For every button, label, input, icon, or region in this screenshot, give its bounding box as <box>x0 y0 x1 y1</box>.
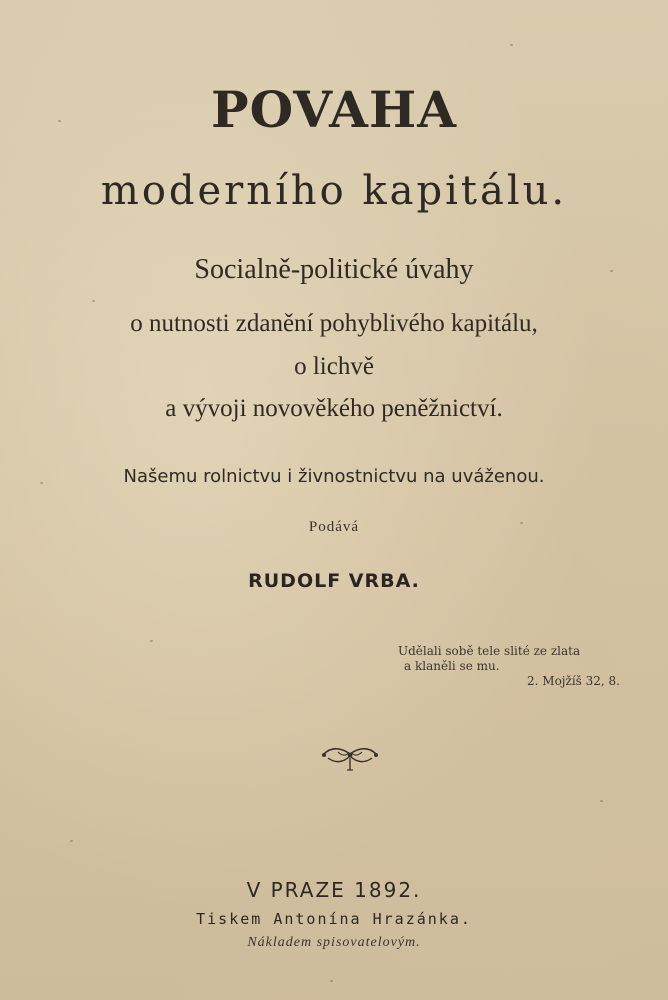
subtitle-line-1: Socialně-politické úvahy <box>194 254 474 285</box>
author-name: RUDOLF VRBA. <box>248 570 420 592</box>
book-title: POVAHA <box>210 80 457 139</box>
subtitle-line-4: a vývoji novověkého peněžnictví. <box>165 395 503 422</box>
book-subtitle: moderního kapitálu. <box>100 168 568 214</box>
epigraph <box>398 644 634 689</box>
subtitle-line-2: o nutnosti zdanění pohyblivého kapitálu, <box>130 310 538 337</box>
subtitle-line-3: o lichvě <box>294 353 374 380</box>
place-year: V PRAZE 1892. <box>246 878 422 902</box>
epigraph-line-1: Udělali sobě tele slité ze zlata <box>398 644 581 658</box>
publisher: Nákladem spisovatelovým. <box>247 935 421 950</box>
epigraph-line-2: a klaněli se mu. <box>404 659 500 673</box>
dedication: Našemu rolnictvu i živnostnictvu na uváženou. <box>123 466 545 487</box>
printer: Tiskem Antonína Hrazánka. <box>196 910 472 928</box>
ornament-icon <box>318 740 382 774</box>
epigraph-reference: 2. Mojžíš 32, 8. <box>527 674 620 688</box>
presented-by: Podává <box>308 519 360 535</box>
